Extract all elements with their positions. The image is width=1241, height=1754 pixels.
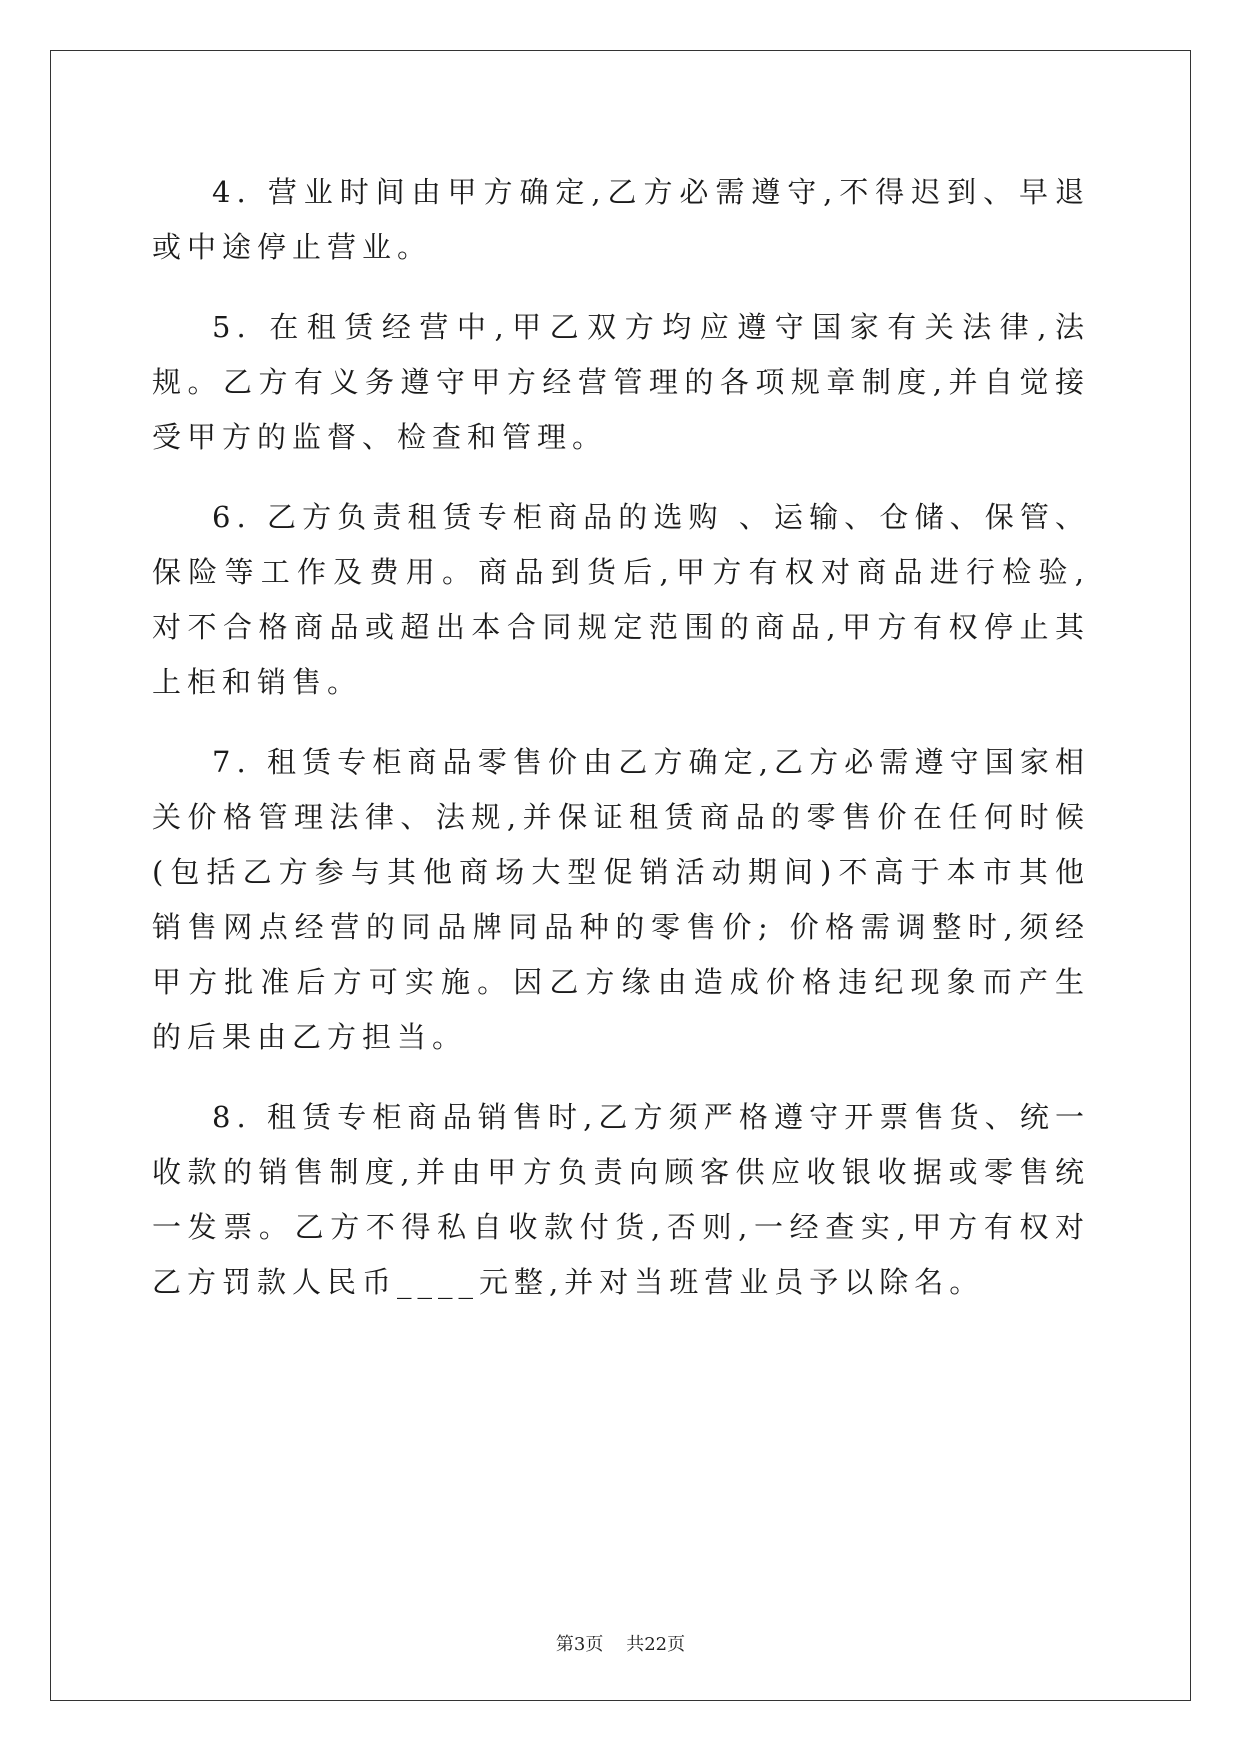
paragraph-7: 7. 租赁专柜商品零售价由乙方确定,乙方必需遵守国家相关价格管理法律、法规,并保证租赁商品的零售价在任何时候(包括乙方参与其他商场大型促销活动期间)不高于本市其他销售网点经营的同品牌同品种的零售价; 价格需调整时,须经甲方批准后方可实施。因乙方缘由造成价格违纪现象而产生的后果由乙方担当。 bbox=[152, 745, 1090, 1054]
paragraph-5: 5. 在租赁经营中,甲乙双方均应遵守国家有关法律,法规。乙方有义务遵守甲方经营管理的各项规章制度,并自觉接受甲方的监督、检查和管理。 bbox=[152, 310, 1090, 454]
page-footer bbox=[0, 1630, 1241, 1656]
document-body bbox=[152, 165, 1090, 1335]
paragraph-8: 8. 租赁专柜商品销售时,乙方须严格遵守开票售货、统一收款的销售制度,并由甲方负责向顾客供应收银收据或零售统一发票。乙方不得私自收款付货,否则,一经查实,甲方有权对乙方罚款人民币____元整,并对当班营业员予以除名。 bbox=[152, 1100, 1090, 1299]
paragraph-4: 4. 营业时间由甲方确定,乙方必需遵守,不得迟到、早退或中途停止营业。 bbox=[152, 175, 1090, 264]
paragraph-6: 6. 乙方负责租赁专柜商品的选购 、运输、仓储、保管、保险等工作及费用。商品到货后,甲方有权对商品进行检验,对不合格商品或超出本合同规定范围的商品,甲方有权停止其上柜和销售。 bbox=[152, 500, 1090, 699]
page-total: 共22页 bbox=[626, 1634, 686, 1655]
page-number: 第3页 bbox=[555, 1634, 604, 1655]
